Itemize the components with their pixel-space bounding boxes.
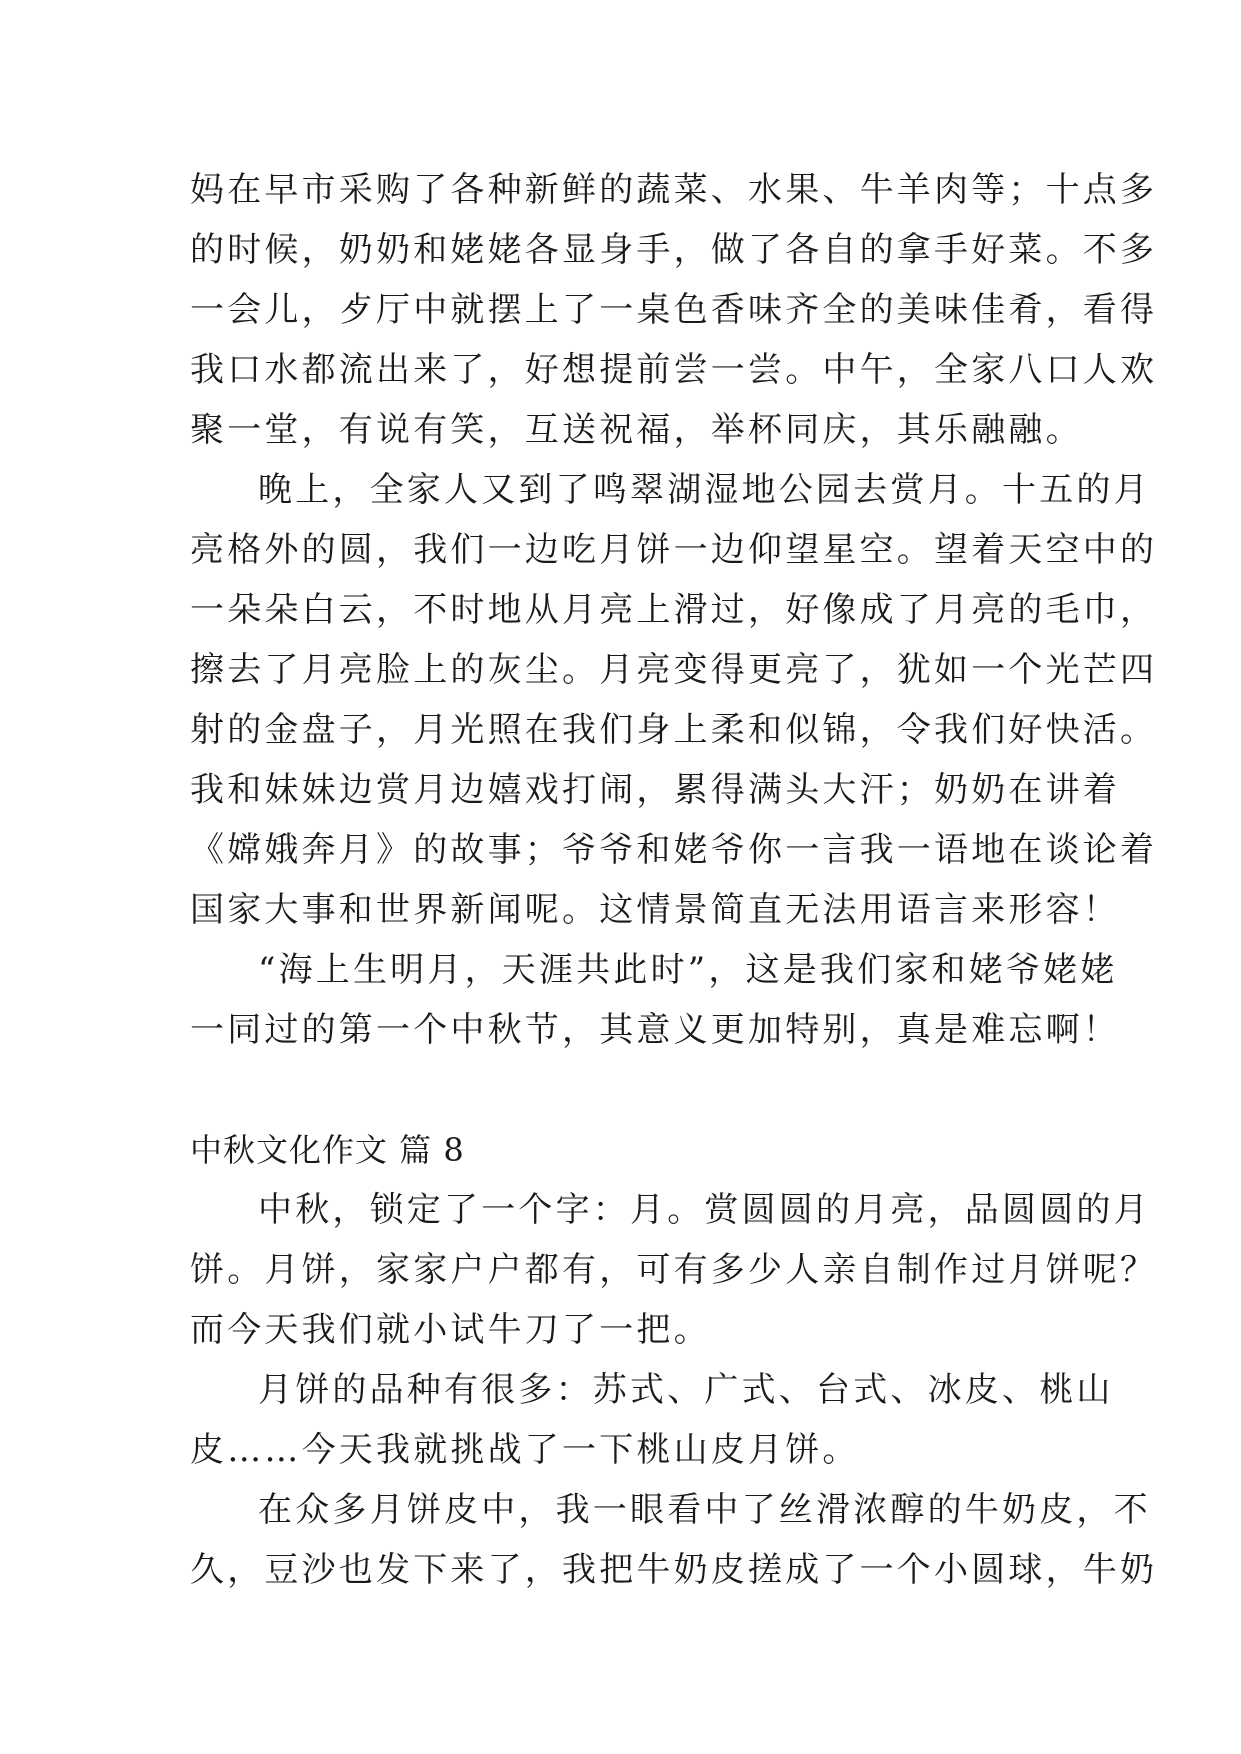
text-line: 中秋，锁定了一个字：月。赏圆圆的月亮，品圆圆的月 [258, 1190, 1151, 1230]
paragraph [190, 940, 1120, 1060]
text-line: 月饼的品种有很多：苏式、广式、台式、冰皮、桃山 [258, 1370, 1114, 1410]
text-line: 在众多月饼皮中，我一眼看中了丝滑浓醇的牛奶皮，不 [258, 1490, 1151, 1530]
text-line: 晚上，全家人又到了鸣翠湖湿地公园去赏月。十五的月 [258, 470, 1151, 510]
paragraph [190, 1360, 1114, 1480]
text-line: 亮格外的圆，我们一边吃月饼一边仰望星空。望着天空中的 [190, 530, 1158, 570]
text-line: 聚一堂，有说有笑，互送祝福，举杯同庆，其乐融融。 [190, 410, 1083, 450]
text-line: 皮……今天我就挑战了一下桃山皮月饼。 [190, 1430, 860, 1470]
text-line: 擦去了月亮脸上的灰尘。月亮变得更亮了，犹如一个光芒四 [190, 650, 1158, 690]
section-heading: 中秋文化作文 篇 8 [190, 1131, 465, 1169]
text-line: 国家大事和世界新闻呢。这情景简直无法用语言来形容！ [190, 890, 1120, 930]
text-line: 饼。月饼，家家户户都有，可有多少人亲自制作过月饼呢？ [190, 1250, 1158, 1290]
text-line: 我口水都流出来了，好想提前尝一尝。中午，全家八口人欢 [190, 350, 1158, 390]
text-line: 而今天我们就小试牛刀了一把。 [190, 1310, 711, 1350]
text-line: 一朵朵白云，不时地从月亮上滑过，好像成了月亮的毛巾， [190, 590, 1158, 630]
paragraph [190, 460, 1158, 940]
text-line: 久，豆沙也发下来了，我把牛奶皮搓成了一个小圆球，牛奶 [190, 1550, 1158, 1590]
text-line: 妈在早市采购了各种新鲜的蔬菜、水果、牛羊肉等；十点多 [190, 170, 1158, 210]
document-page [190, 160, 1158, 1600]
paragraph [190, 1480, 1158, 1600]
text-line: “海上生明月，天涯共此时”，这是我们家和姥爷姥姥 [258, 950, 1118, 990]
text-line: 一会儿，歺厅中就摆上了一桌色香味齐全的美味佳肴，看得 [190, 290, 1158, 330]
text-line: 《嫦娥奔月》的故事；爷爷和姥爷你一言我一语地在谈论着 [190, 830, 1158, 870]
text-line: 的时候，奶奶和姥姥各显身手，做了各自的拿手好菜。不多 [190, 230, 1158, 270]
text-line: 一同过的第一个中秋节，其意义更加特别，真是难忘啊！ [190, 1010, 1120, 1050]
paragraph [190, 1180, 1158, 1360]
text-line: 我和妹妹边赏月边嬉戏打闹，累得满头大汗；奶奶在讲着 [190, 770, 1120, 810]
section-spacer [190, 1060, 1070, 1120]
text-line: 射的金盘子，月光照在我们身上柔和似锦，令我们好快活。 [190, 710, 1158, 750]
paragraph [190, 160, 1158, 460]
